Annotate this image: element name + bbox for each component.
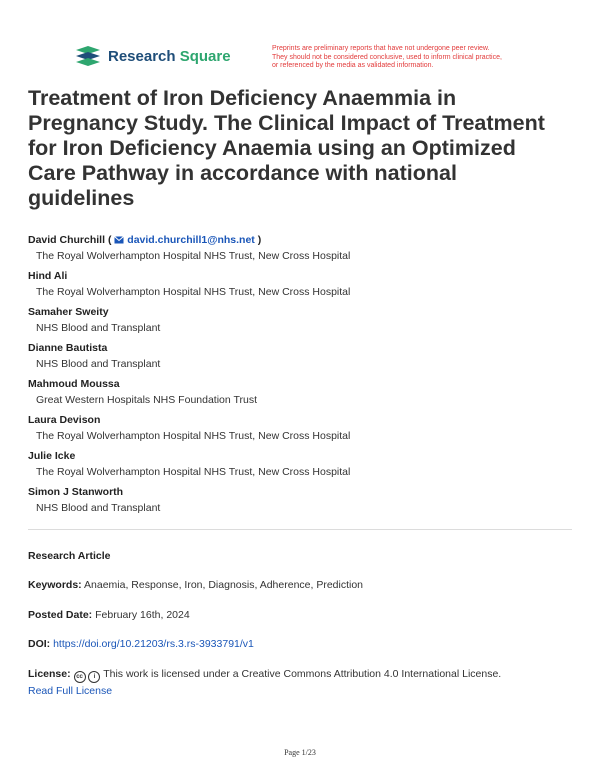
article-type bbox=[28, 550, 111, 562]
read-license-row bbox=[28, 685, 112, 697]
license-row bbox=[28, 668, 501, 683]
author-email-link[interactable]: david.churchill1@nhs.net bbox=[127, 234, 255, 246]
section-divider bbox=[28, 529, 572, 530]
author-list bbox=[28, 234, 568, 522]
author-name: Hind Ali bbox=[28, 270, 68, 282]
notice-line: or referenced by the media as validated information. bbox=[272, 62, 434, 69]
keywords-value: Anaemia, Response, Iron, Diagnosis, Adherence, Prediction bbox=[84, 579, 364, 591]
posted-date-label: Posted Date: bbox=[28, 609, 93, 621]
notice-line: Preprints are preliminary reports that have not undergone peer review. bbox=[272, 45, 490, 52]
license-text: This work is licensed under a Creative Commons Attribution 4.0 International License. bbox=[103, 668, 502, 680]
envelope-icon bbox=[114, 236, 124, 244]
author-affiliation: The Royal Wolverhampton Hospital NHS Trust, New Cross Hospital bbox=[36, 430, 351, 442]
logo-text: Research Square bbox=[108, 47, 231, 65]
attribution-icon: i bbox=[88, 671, 100, 683]
author-name: Dianne Bautista bbox=[28, 342, 108, 354]
creative-commons-icon: cc bbox=[74, 671, 86, 683]
author-affiliation: Great Western Hospitals NHS Foundation Trust bbox=[36, 394, 257, 406]
author-name: Simon J Stanworth bbox=[28, 486, 124, 498]
paren-close: ) bbox=[257, 234, 262, 246]
article-type-label: Research Article bbox=[28, 550, 111, 562]
paren-open: ( bbox=[107, 234, 112, 246]
read-full-license-link[interactable]: Read Full License bbox=[28, 685, 113, 697]
doi-link[interactable]: https://doi.org/10.21203/rs.3.rs-3933791/v1 bbox=[53, 638, 254, 650]
author-affiliation: NHS Blood and Transplant bbox=[36, 502, 161, 514]
keywords-row bbox=[28, 579, 363, 591]
doi-row bbox=[28, 638, 254, 650]
author-affiliation: The Royal Wolverhampton Hospital NHS Trust, New Cross Hospital bbox=[36, 250, 351, 262]
paper-title: Treatment of Iron Deficiency Anaemmia in Pregnancy Study. The Clinical Impact of Treatment for Iron Deficiency Anaemia using an Optimized Care Pathway in accordance with national guidelines bbox=[28, 86, 545, 210]
license-label: License: bbox=[28, 668, 71, 680]
research-square-logo[interactable] bbox=[74, 44, 231, 68]
corresponding-author bbox=[28, 234, 568, 247]
posted-date-row bbox=[28, 609, 190, 621]
author-affiliation: NHS Blood and Transplant bbox=[36, 322, 161, 334]
author-name: Julie Icke bbox=[28, 450, 76, 462]
notice-line: They should not be considered conclusive, used to inform clinical practice, bbox=[272, 53, 502, 61]
author-affiliation: The Royal Wolverhampton Hospital NHS Trust, New Cross Hospital bbox=[36, 466, 351, 478]
keywords-label: Keywords: bbox=[28, 579, 82, 591]
author-affiliation: The Royal Wolverhampton Hospital NHS Trust, New Cross Hospital bbox=[36, 286, 351, 298]
preprint-notice bbox=[272, 45, 562, 71]
author-name: Samaher Sweity bbox=[28, 306, 109, 318]
page-number: Page 1/23 bbox=[284, 748, 316, 757]
author-name: Laura Devison bbox=[28, 414, 101, 426]
author-name: Mahmoud Moussa bbox=[28, 378, 120, 390]
author-affiliation: NHS Blood and Transplant bbox=[36, 358, 161, 370]
research-square-logo-icon bbox=[74, 44, 102, 68]
posted-date-value: February 16th, 2024 bbox=[95, 609, 190, 621]
author-name: David Churchill bbox=[28, 234, 106, 246]
doi-label: DOI: bbox=[28, 638, 51, 650]
